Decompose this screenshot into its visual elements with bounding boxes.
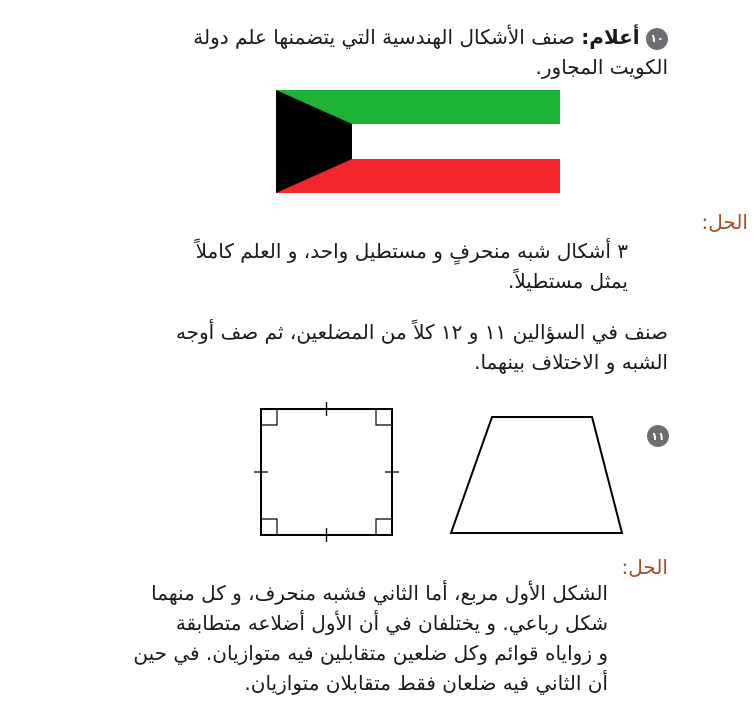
solution-label: الحل: <box>701 210 748 234</box>
question-10-line1 <box>108 22 668 52</box>
trapezoid-outline <box>451 417 622 533</box>
question-text: صنف الأشكال الهندسية التي يتضمنها علم دولة <box>193 25 582 49</box>
question-11-badge: ١١ <box>647 425 669 447</box>
solution-11-line2: شكل رباعي. و يختلفان في أن الأول أضلاعه متطابقة <box>175 611 608 635</box>
solution-10-text <box>108 236 628 296</box>
kuwait-flag <box>276 90 560 193</box>
solution-10 <box>108 210 748 234</box>
solution-label-11: الحل: <box>621 555 668 579</box>
square-figure <box>250 400 410 545</box>
solution-10-line1: ٣ أشكال شبه منحرفٍ و مستطيل واحد، و العلم كاملاً <box>195 239 628 263</box>
instruction-line1: صنف في السؤالين ١١ و ١٢ كلاً من المضلعين، ثم صف أوجه <box>175 320 668 344</box>
trapezoid-figure <box>446 412 628 538</box>
solution-11-line4: أن الثاني فيه ضلعان فقط متقابلان متوازيان. <box>244 671 608 695</box>
instruction-line2: الشبه و الاختلاف بينهما. <box>474 350 668 374</box>
question-10 <box>108 22 668 82</box>
instruction-text <box>48 317 668 377</box>
right-angle-tr <box>376 409 392 425</box>
right-angle-br <box>376 519 392 535</box>
question-10-line2: الكويت المجاور. <box>535 55 668 79</box>
solution-10-line2: يمثل مستطيلاً. <box>508 269 628 293</box>
right-angle-bl <box>261 519 277 535</box>
right-angle-tl <box>261 409 277 425</box>
question-label: أعلام: <box>581 25 640 49</box>
solution-11-line1: الشكل الأول مربع، أما الثاني فشبه منحرف، و كل منهما <box>151 581 608 605</box>
question-number-badge: ١٠ <box>646 28 668 50</box>
square-outline <box>261 409 392 535</box>
solution-11-text <box>48 578 608 698</box>
solution-11-line3: و زواياه قوائم وكل ضلعين متقابلين فيه متوازيان. في حين <box>133 641 608 665</box>
